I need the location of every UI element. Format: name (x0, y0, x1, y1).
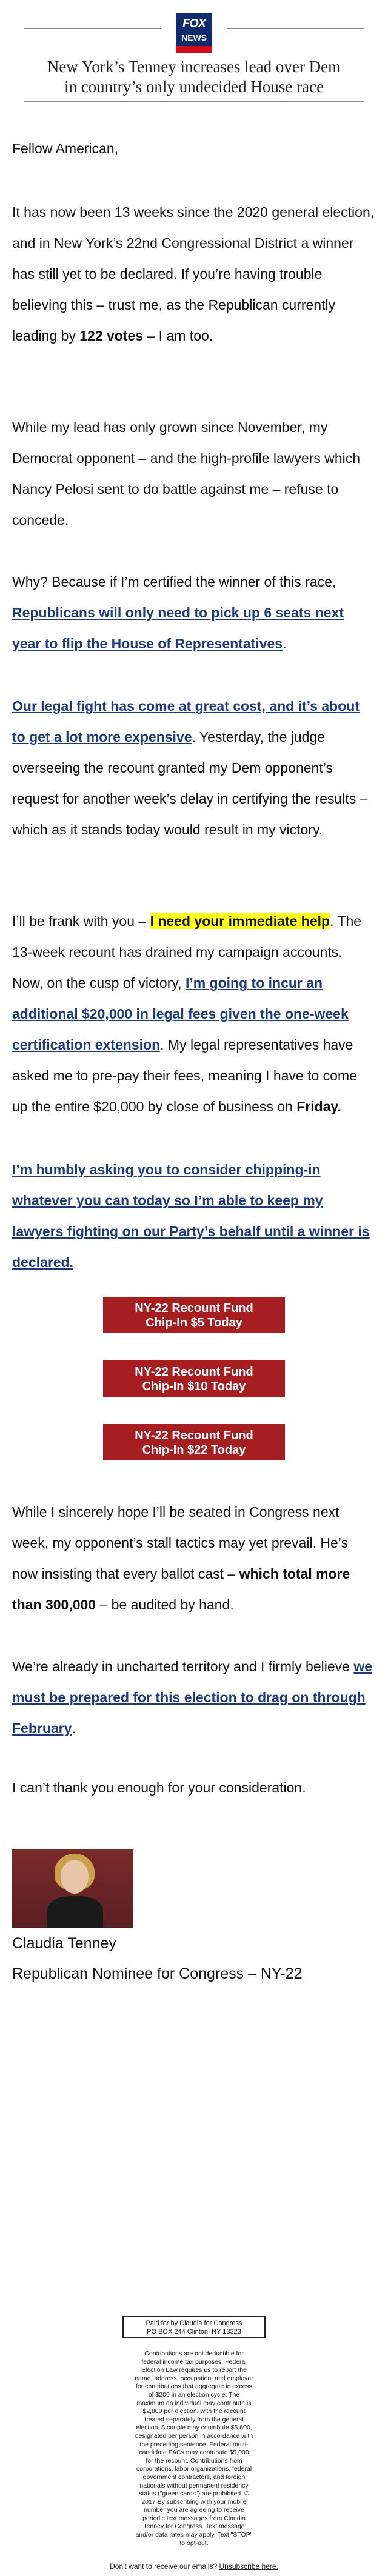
paragraph-7: While I sincerely hope I’ll be seated in Congress next week, my opponent’s stall tactics may yet prevail. He’s now insisting that every ballot cast – which total more than 300,000 – be audited by hand. (12, 1504, 350, 1612)
paragraph-1: It has now been 13 weeks since the 2020 general election, and in New York’s 22nd Congressional District a winner has still yet to be declared. If you’re having trouble believing this – trust me, as the Republican currently leading by 122 votes – I am too. (12, 204, 375, 344)
deadline-day: Friday. (296, 1099, 341, 1114)
email-header (0, 0, 388, 104)
ballot-total: which total more than 300,000 (12, 1566, 350, 1612)
greeting: Fellow American, (12, 141, 119, 156)
paragraph-4: Our legal fight has come at great cost, and it’s about to get a lot more expensive. Yesterday, the judge overseeing the recount granted my Dem opponent’s request for another week’s delay in certifying the results – which as it stands today would result in my victory. (12, 698, 368, 837)
paragraph-6 (12, 1154, 376, 1278)
header-rule-left (24, 28, 161, 29)
february-link[interactable]: we must be prepared for this election to drag on through February (12, 1659, 373, 1736)
fox-news-logo (176, 13, 212, 53)
donate-22-button[interactable]: NY-22 Recount Fund Chip-In $22 Today (103, 1424, 285, 1460)
legal-fees-link[interactable]: I’m going to incur an additional $20,000 in legal fees given the one-week certification extension (12, 975, 349, 1053)
signature-name: Claudia Tenney (12, 1935, 116, 1952)
unsubscribe-line: Don't want to receive our emails? Unsubscribe here. (110, 2562, 278, 2571)
header-rule-right (227, 28, 364, 29)
logo-bottom-text: NEWS (181, 33, 207, 42)
donate-10-button[interactable]: NY-22 Recount Fund Chip-In $10 Today (103, 1360, 285, 1397)
paragraph-2: While my lead has only grown since November, my Democrat opponent – and the high-profile lawyers which Nancy Pelosi sent to do battle against me – refuse to concede. (12, 419, 361, 528)
header-rule-bottom (24, 101, 364, 102)
paragraph-9: I can’t thank you enough for your consideration. (12, 1780, 306, 1796)
paragraph-3: Why? Because if I’m certified the winner of this race, Republicans will only need to pick up 6 seats next year to flip the House of Representatives. (12, 574, 344, 651)
paragraph-8: We’re already in uncharted territory and I firmly believe we must be prepared for this election to drag on through February. (12, 1659, 373, 1736)
logo-top-text: FOX (182, 17, 206, 30)
paragraph-5: I’ll be frank with you – I need your immediate help. The 13-week recount has drained my campaign accounts. Now, on the cusp of victory, I’m going to incur an additional $20,000 in legal fees given the one-week certification extension. My legal representatives have asked me to pre-pay their fees, meaning I have to come up the entire $20,000 by close of business on Friday. (12, 913, 362, 1114)
chip-in-link[interactable]: I’m humbly asking you to consider chipping-in whatever you can today so I’m able to keep my lawyers fighting on our Party’s behalf until a winner is declared. (12, 1162, 370, 1270)
donate-5-button[interactable]: NY-22 Recount Fund Chip-In $5 Today (103, 1297, 285, 1333)
legal-fight-link[interactable]: Our legal fight has come at great cost, and it’s about to get a lot more expensive (12, 698, 360, 745)
votes-count: 122 votes (79, 328, 144, 344)
signature-title: Republican Nominee for Congress – NY-22 (12, 1965, 303, 1982)
unsubscribe-link[interactable]: Unsubscribe here. (219, 2562, 278, 2571)
candidate-photo (12, 1849, 133, 1928)
headline: New York’s Tenney increases lead over Dem in country’s only undecided House race (47, 58, 341, 96)
paid-for-box: Paid for by Claudia for Congress PO BOX 244 Clinton, NY 13323 (122, 2316, 266, 2338)
highlighted-request: I need your immediate help (150, 913, 330, 929)
legal-disclaimer: Contributions are not deductible for federal income tax purposes. Federal Election Law requires us to report the name, address, occupation, and employer for contributions that aggregate in excess of $200 in an election cycle. The maximum an individual may contribute is $2,800 per election, with the recount treated separately from the general election. A couple may contribute $5,600, designated per person in accordance with the preceding sentence. Federal multi-candidate PACs may contribute $5,000 for the recount. Contributions from corporations, labor organizations, federal government contractors, and foreign nationals without permanent residency status ("green cards") are prohibited. © 2017 By subscribing with your mobile number you are agreeing to receive periodic text messages from Claudia Tenney for Congress. Text message and/or data rates may apply. Text "STOP" to opt-out. (135, 2350, 253, 2547)
flip-house-link[interactable]: Republicans will only need to pick up 6 seats next year to flip the House of Representatives (12, 605, 344, 651)
